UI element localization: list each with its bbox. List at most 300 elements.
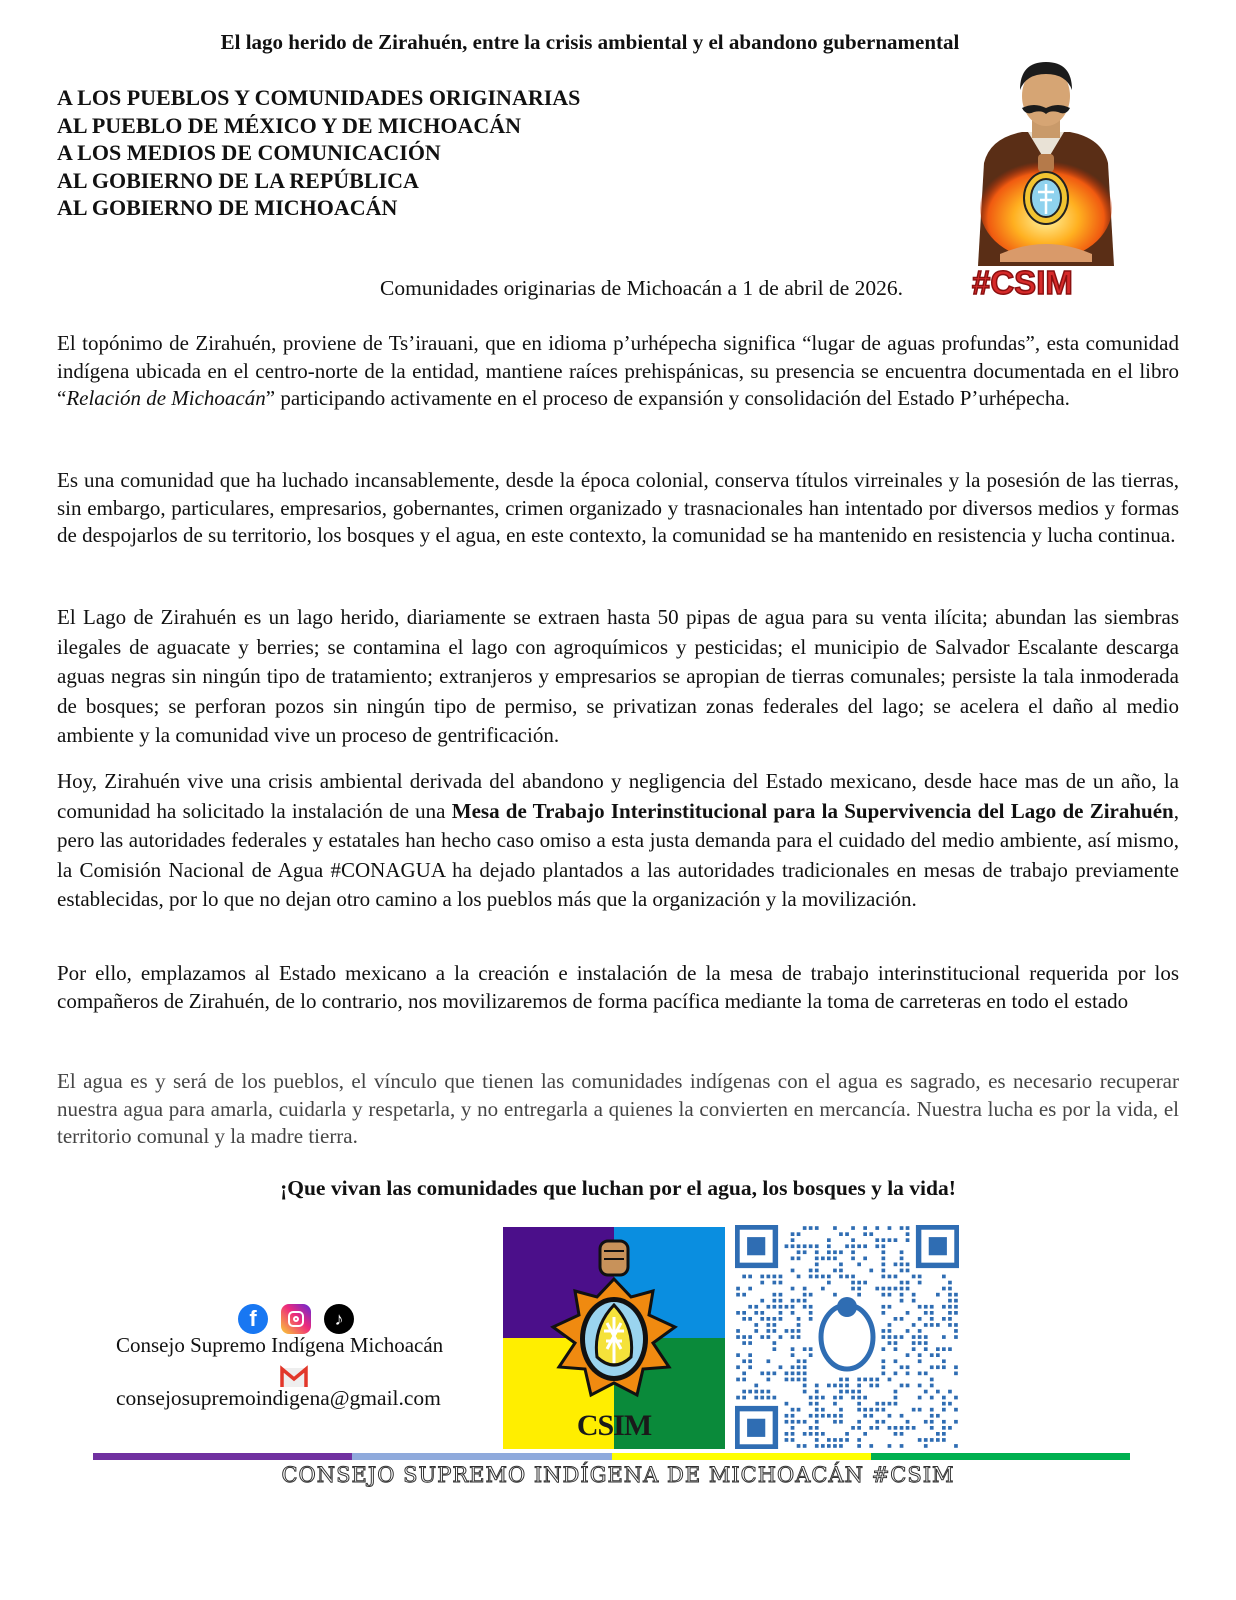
qr-module [894,1287,898,1291]
zapata-portrait-logo [970,58,1122,266]
qr-module [912,1293,916,1297]
qr-module [815,1384,819,1388]
qr-module [803,1444,807,1448]
qr-module [845,1432,849,1436]
qr-module [942,1359,946,1363]
qr-module [833,1414,837,1418]
qr-module [827,1414,831,1418]
qr-module [948,1305,952,1309]
qr-module [954,1372,958,1376]
qr-module [815,1396,819,1400]
qr-module [942,1432,946,1436]
qr-module [742,1335,746,1339]
qr-module [954,1311,958,1315]
qr-module [930,1311,934,1315]
qr-module [773,1293,777,1297]
qr-module [882,1257,886,1261]
qr-module [882,1269,886,1273]
qr-module [773,1281,777,1285]
qr-module [767,1378,771,1382]
qr-module [791,1305,795,1309]
qr-module [809,1269,813,1273]
qr-module [912,1408,916,1412]
qr-module [882,1311,886,1315]
footer-color-bar [93,1453,1130,1460]
qr-module [839,1232,843,1236]
qr-module [882,1275,886,1279]
qr-module [809,1226,813,1230]
qr-module [900,1226,904,1230]
qr-module [779,1305,783,1309]
qr-module [754,1305,758,1309]
qr-module [918,1438,922,1442]
qr-module [894,1402,898,1406]
qr-module [851,1238,855,1242]
qr-module [760,1299,764,1303]
qr-module [882,1420,886,1424]
qr-module [888,1287,892,1291]
qr-module [797,1420,801,1424]
qr-module [760,1372,764,1376]
qr-module [742,1378,746,1382]
qr-module [809,1402,813,1406]
qr-code[interactable] [735,1225,959,1449]
paragraph-text: ” participando activamente en el proceso de expansión y consolidación del Estado P’urhépecha. [265,386,1070,410]
qr-module [882,1263,886,1267]
qr-module [954,1396,958,1400]
qr-module [827,1244,831,1248]
qr-module [912,1323,916,1327]
qr-module [930,1408,934,1412]
qr-module [767,1335,771,1339]
qr-module [815,1269,819,1273]
qr-module [857,1244,861,1248]
qr-module [918,1396,922,1400]
qr-module [815,1414,819,1418]
qr-module [773,1299,777,1303]
qr-module [803,1226,807,1230]
qr-module [797,1232,801,1236]
qr-module [857,1408,861,1412]
qr-module [809,1347,813,1351]
qr-module [736,1329,740,1333]
flag-logo-text: CSIM [576,1409,652,1442]
qr-module [809,1244,813,1248]
qr-module [815,1420,819,1424]
qr-module [948,1317,952,1321]
qr-module [748,1335,752,1339]
qr-module [863,1226,867,1230]
qr-module [894,1347,898,1351]
qr-module [779,1281,783,1285]
qr-module [797,1299,801,1303]
qr-module [942,1402,946,1406]
qr-module [942,1438,946,1442]
qr-module [742,1390,746,1394]
qr-module [809,1353,813,1357]
qr-module [803,1432,807,1436]
qr-module [791,1287,795,1291]
qr-module [900,1250,904,1254]
qr-module [912,1275,916,1279]
qr-module [742,1341,746,1345]
qr-module [833,1250,837,1254]
facebook-icon[interactable]: f [238,1304,268,1334]
qr-module [797,1244,801,1248]
qr-module [875,1420,879,1424]
qr-module [785,1378,789,1382]
qr-module [760,1396,764,1400]
qr-module [754,1323,758,1327]
qr-module [809,1275,813,1279]
qr-module [779,1275,783,1279]
qr-module [948,1293,952,1297]
qr-module [748,1353,752,1357]
qr-module [900,1414,904,1418]
qr-module [773,1317,777,1321]
qr-module [930,1426,934,1430]
qr-module [821,1432,825,1436]
qr-module [833,1420,837,1424]
qr-module [918,1305,922,1309]
qr-module [948,1287,952,1291]
qr-module [882,1359,886,1363]
qr-module [918,1372,922,1376]
qr-module [760,1275,764,1279]
qr-module [760,1390,764,1394]
qr-module [954,1305,958,1309]
qr-module [791,1426,795,1430]
qr-module [809,1426,813,1430]
qr-module [803,1244,807,1248]
qr-module [821,1396,825,1400]
qr-module [803,1372,807,1376]
qr-module [736,1353,740,1357]
qr-module [912,1347,916,1351]
addressee: AL GOBIERNO DE LA REPÚBLICA [57,167,419,193]
qr-module [748,1365,752,1369]
qr-module [888,1275,892,1279]
qr-module [767,1396,771,1400]
qr-module [779,1365,783,1369]
qr-module [803,1287,807,1291]
qr-module [918,1341,922,1345]
qr-module [845,1244,849,1248]
qr-module [803,1378,807,1382]
addressee: AL PUEBLO DE MÉXICO Y DE MICHOACÁN [57,112,522,138]
qr-module [797,1275,801,1279]
qr-module [797,1444,801,1448]
qr-module [821,1275,825,1279]
qr-module [894,1335,898,1339]
qr-module [900,1263,904,1267]
qr-module [791,1335,795,1339]
qr-module [815,1426,819,1430]
qr-module [930,1396,934,1400]
document-title: El lago herido de Zirahuén, entre la crisis ambiental y el abandono gubernamental [220,30,960,54]
qr-module [754,1311,758,1315]
qr-module [760,1311,764,1315]
qr-module [773,1347,777,1351]
qr-module [869,1384,873,1388]
qr-module [767,1323,771,1327]
qr-module [827,1275,831,1279]
paragraph-water: El agua es y será de los pueblos, el vínculo que tienen las comunidades indígenas con el agua es sagrado, es necesario recuperar nuestra agua para amarla, cuidarla y respetarla, y no entregarla a quienes la convierten en mercancía. Nuestra lucha es por la vida, el territorio comunal y la madre tierra. [57,1069,1179,1148]
qr-module [833,1438,837,1442]
qr-module [839,1378,843,1382]
qr-module [851,1275,855,1279]
qr-module [845,1390,849,1394]
qr-module [888,1335,892,1339]
qr-module [857,1420,861,1424]
qr-module [748,1317,752,1321]
qr-module [948,1281,952,1285]
qr-module [791,1420,795,1424]
qr-module [809,1396,813,1400]
qr-module [803,1365,807,1369]
qr-module [875,1384,879,1388]
qr-module [948,1426,952,1430]
qr-module [754,1329,758,1333]
qr-module [942,1408,946,1412]
qr-module [954,1323,958,1327]
qr-module [815,1408,819,1412]
qr-module [748,1341,752,1345]
qr-module [779,1311,783,1315]
qr-module [906,1372,910,1376]
qr-module [827,1250,831,1254]
qr-module [906,1426,910,1430]
qr-module [797,1378,801,1382]
qr-module [936,1353,940,1357]
qr-module [894,1426,898,1430]
qr-module [875,1378,879,1382]
qr-module [809,1414,813,1418]
qr-module [845,1438,849,1442]
qr-module [857,1444,861,1448]
qr-module [827,1238,831,1242]
qr-module [906,1384,910,1388]
qr-module [875,1287,879,1291]
qr-module [888,1226,892,1230]
qr-module [791,1365,795,1369]
qr-module [894,1390,898,1394]
qr-module [942,1287,946,1291]
qr-module [736,1365,740,1369]
qr-module [894,1317,898,1321]
qr-module [918,1408,922,1412]
qr-module [742,1396,746,1400]
qr-module [863,1232,867,1236]
qr-module [791,1329,795,1333]
qr-module [748,1275,752,1279]
qr-module [882,1347,886,1351]
qr-module [888,1402,892,1406]
qr-module [906,1420,910,1424]
qr-module [869,1232,873,1236]
qr-module [767,1372,771,1376]
qr-module [857,1263,861,1267]
qr-module [797,1329,801,1333]
qr-module [839,1414,843,1418]
qr-module [742,1293,746,1297]
qr-module [773,1372,777,1376]
qr-module [900,1426,904,1430]
qr-module [779,1293,783,1297]
qr-module [888,1305,892,1309]
qr-module [851,1396,855,1400]
qr-module [827,1257,831,1261]
qr-module [785,1244,789,1248]
qr-module [773,1323,777,1327]
qr-module [857,1402,861,1406]
instagram-icon[interactable] [281,1304,311,1334]
qr-module [906,1281,910,1285]
qr-module [803,1299,807,1303]
qr-module [942,1347,946,1351]
qr-module [930,1384,934,1388]
qr-module [748,1287,752,1291]
qr-module [779,1335,783,1339]
qr-module [882,1305,886,1309]
qr-module [851,1257,855,1261]
qr-module [785,1402,789,1406]
qr-module [773,1275,777,1279]
qr-module [900,1432,904,1436]
qr-module [954,1444,958,1448]
qr-module [785,1432,789,1436]
qr-module [888,1323,892,1327]
qr-module [839,1444,843,1448]
qr-module [767,1275,771,1279]
qr-module [900,1335,904,1339]
qr-module [888,1329,892,1333]
qr-module [936,1347,940,1351]
colorbar-segment-purple [93,1453,352,1460]
qr-module [900,1299,904,1303]
qr-module [954,1293,958,1297]
qr-module [906,1232,910,1236]
qr-module [821,1414,825,1418]
qr-module [797,1365,801,1369]
qr-module [888,1293,892,1297]
colorbar-segment-green [871,1453,1130,1460]
qr-module [797,1257,801,1261]
qr-module [948,1299,952,1303]
qr-module [851,1250,855,1254]
qr-module [930,1378,934,1382]
qr-module [851,1226,855,1230]
qr-module [839,1396,843,1400]
qr-module [906,1238,910,1242]
qr-module [736,1311,740,1315]
tiktok-icon[interactable]: ♪ [324,1304,354,1334]
qr-module [882,1287,886,1291]
qr-module [791,1372,795,1376]
qr-module [906,1269,910,1273]
qr-module [930,1305,934,1309]
qr-module [736,1396,740,1400]
emphasis-mesa-de-trabajo: Mesa de Trabajo Interinstitucional para la Supervivencia del Lago de Zirahuén [451,798,1174,823]
qr-module [875,1238,879,1242]
qr-module [815,1263,819,1267]
qr-module [942,1305,946,1309]
qr-module [754,1390,758,1394]
qr-module [815,1226,819,1230]
qr-module [833,1226,837,1230]
paragraph-demand: Por ello, emplazamos al Estado mexicano a la creación e instalación de la mesa de trabajo interinstitucional requerida por los compañeros de Zirahuén, de lo contrario, nos movilizaremos de forma pacífica mediante la toma de carreteras en todo el estado [57,961,1179,1013]
email-address[interactable]: consejosupremoindigena@gmail.com [116,1386,441,1410]
qr-module [930,1414,934,1418]
qr-module [779,1299,783,1303]
slogan: ¡Que vivan las comunidades que luchan por el agua, los bosques y la vida! [280,1176,956,1200]
qr-module [791,1238,795,1242]
qr-module [900,1444,904,1448]
qr-module [948,1311,952,1315]
qr-module [900,1287,904,1291]
qr-module [857,1281,861,1285]
qr-module [942,1275,946,1279]
qr-module [875,1244,879,1248]
qr-module [894,1359,898,1363]
qr-module [791,1244,795,1248]
qr-module [912,1335,916,1339]
qr-module [827,1444,831,1448]
qr-module [924,1390,928,1394]
qr-module [833,1402,837,1406]
qr-module [791,1438,795,1442]
qr-module [851,1390,855,1394]
qr-module [857,1390,861,1394]
qr-module [821,1444,825,1448]
qr-module [815,1438,819,1442]
qr-module [791,1378,795,1382]
qr-module [857,1378,861,1382]
qr-module [791,1353,795,1357]
qr-module [803,1305,807,1309]
qr-module [869,1408,873,1412]
qr-module [924,1305,928,1309]
qr-module [882,1402,886,1406]
qr-module [888,1414,892,1418]
qr-module [785,1414,789,1418]
qr-module [785,1305,789,1309]
qr-center-fist-icon [837,1297,857,1317]
qr-module [942,1396,946,1400]
qr-module [833,1293,837,1297]
qr-module [900,1365,904,1369]
qr-module [791,1299,795,1303]
qr-module [936,1293,940,1297]
qr-module [760,1317,764,1321]
qr-module [948,1323,952,1327]
qr-module [930,1353,934,1357]
qr-module [767,1329,771,1333]
qr-module [900,1384,904,1388]
qr-module [851,1244,855,1248]
qr-module [839,1390,843,1394]
qr-module [918,1353,922,1357]
qr-module [888,1426,892,1430]
qr-module [797,1359,801,1363]
qr-module [863,1244,867,1248]
qr-module [760,1281,764,1285]
qr-module [912,1341,916,1345]
qr-module [827,1384,831,1388]
qr-module [803,1359,807,1363]
qr-module [803,1347,807,1351]
qr-module [797,1408,801,1412]
